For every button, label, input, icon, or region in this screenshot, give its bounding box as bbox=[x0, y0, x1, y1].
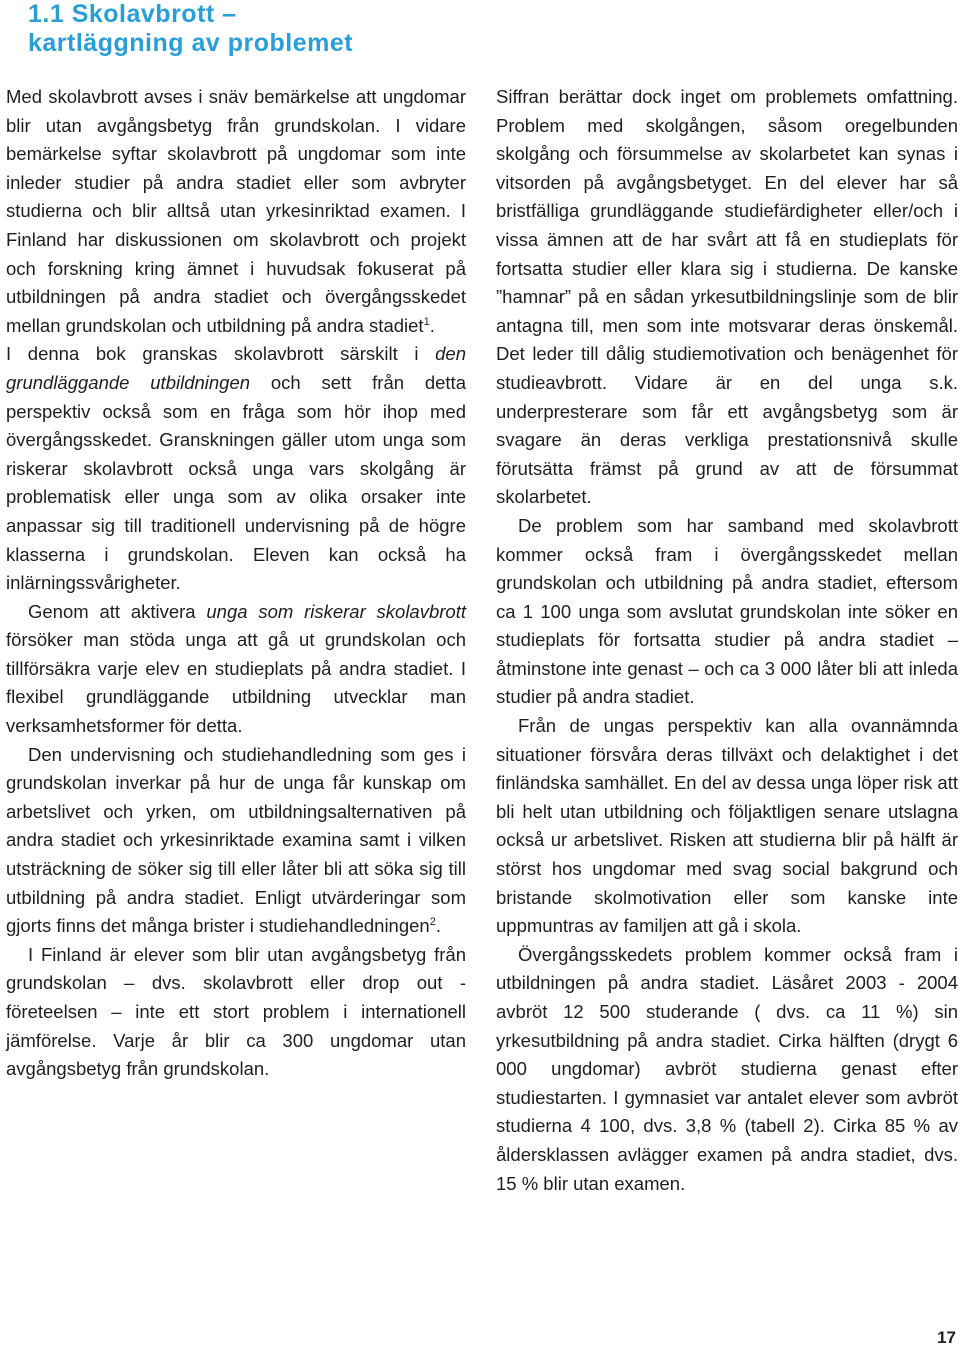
left-column bbox=[6, 83, 466, 1084]
section-heading-line-1: 1.1 Skolavbrott – bbox=[28, 0, 237, 28]
paragraph-book-scope bbox=[6, 340, 466, 597]
paragraph-text: Den undervisning och studiehandledning som ges i grundskolan inverkar på hur de unga får kunskap om arbetslivet och yrken, om utbildningsalternativen på andra stadiet och yrkesinriktade examina samt i vilken utsträckning de söker sig till eller låter bli att söka sig till utbildning på andra stadiet. Enligt utvärderingar som gjorts finns det många brister i studiehandledningen bbox=[6, 743, 466, 937]
paragraph-secondary-dropout: Övergångsskedets problem kommer också fram i utbildningen på andra stadiet. Läsåret 2003 - 2004 avbröt 12 500 studerande ( dvs. ca 11 %) sin yrkesutbildning på andra stadiet. Cirka hälften (drygt 6 000 ungdomar) avbröt studierna genast efter studiestarten. I gymnasiet var antalet elever som avbröt studierna 4 100, dvs. 3,8 % (tabell 2). Cirka 85 % av åldersklassen avlägger examen på andra stadiet, dvs. 15 % blir utan examen. bbox=[496, 943, 958, 1194]
emphasis-text: den grundläggande utbildningen bbox=[6, 343, 466, 393]
paragraph-activation bbox=[6, 598, 466, 741]
paragraph-youth-perspective: Från de ungas perspektiv kan alla ovannämnda situationer försvåra deras tillväxt och delaktighet i det finländska samhället. En del av dessa unga löper risk att bli helt utan utbildning och följaktligen senare utslagna också ur arbetslivet. Risken att studierna blir på hälft är störst hos ungdomar med svag social bakgrund och bristande skolmotivation eller som kanske inte uppmuntras av familjen att gå i skola. bbox=[496, 715, 958, 937]
punctuation: . bbox=[429, 314, 435, 336]
paragraph-transition-problems: De problem som har samband med skolavbrott kommer också fram i övergångsskedet mellan grundskolan och utbildning på andra stadiet, eftersom ca 1 100 unga som avslutat grundskolan inte söker en studieplats för fortsatta studier på andra stadiet – åtminstone inte genast – och ca 3 000 låter bli att inleda studier på andra stadiet. bbox=[496, 514, 958, 708]
paragraph-text: I denna bok granskas skolavbrott särskilt i bbox=[6, 343, 436, 365]
footnote-ref-2: 2 bbox=[429, 916, 436, 929]
emphasis-text: unga som riskerar skolavbrott bbox=[206, 600, 466, 622]
footnote-ref-1: 1 bbox=[423, 315, 430, 328]
paragraph-guidance bbox=[6, 741, 466, 941]
page-number: 17 bbox=[937, 1328, 956, 1347]
punctuation: . bbox=[435, 915, 441, 937]
paragraph-finland: I Finland är elever som blir utan avgångsbetyg från grundskolan – dvs. skolavbrott eller drop out -företeelsen – inte ett stort problem i internationell jämförelse. Varje år blir ca 300 ungdomar utan avgångsbetyg från grundskolan. bbox=[6, 943, 466, 1080]
section-heading bbox=[28, 0, 353, 58]
paragraph-definition bbox=[6, 83, 466, 340]
section-heading-line-2: kartläggning av problemet bbox=[28, 29, 354, 57]
paragraph-text: Genom att aktivera bbox=[28, 600, 207, 622]
paragraph-text: och sett från detta perspektiv också som en fråga som hör ihop med övergångsskedet. Granskningen gäller utom unga som riskerar skolavbrott också unga vars skolgång är problematisk eller unga som av olika orsaker inte anpassar sig till traditionell undervisning på de högre klasserna i grundskolan. Eleven kan också ha inlärningssvårigheter. bbox=[6, 371, 466, 594]
paragraph-text: Med skolavbrott avses i snäv bemärkelse att ungdomar blir utan avgångsbetyg från grundskolan. I vidare bemärkelse syftar skolavbrott på ungdomar som inte inleder studier på andra stadiet eller som avbryter studierna och blir alltså utan yrkesinriktad examen. I Finland har diskussionen om skolavbrott och projekt och forskning kring ämnet i huvudsak fokuserat på utbildningen på andra stadiet och övergångsskedet mellan grundskolan och utbildning på andra stadiet bbox=[6, 86, 466, 336]
paragraph-text: försöker man stöda unga att gå ut grundskolan och tillförsäkra varje elev en studieplats på andra stadiet. I flexibel grundläggande utbildning utvecklar man verksamhetsformer för detta. bbox=[6, 629, 466, 737]
right-column bbox=[496, 83, 958, 1198]
paragraph-scope-of-problem: Siffran berättar dock inget om problemets omfattning. Problem med skolgången, såsom oregelbunden skolgång och försummelse av skolarbetet kan synas i vitsorden på avgångsbetyget. En del elever har så bristfälliga grundläggande studiefärdigheter eller/och i vissa ämnen att de har svårt att få en studieplats för fortsatta studier eller klara sig i studierna. De kanske ”hamnar” på en sådan yrkesutbildningslinje som de blir antagna till, men som inte motsvarar deras önskemål. Det leder till dålig studiemotivation och benägenhet för studieavbrott. Vidare är en del unga s.k. underpresterare som får ett avgångsbetyg som är svagare än deras verkliga prestationsnivå skulle förutsätta främst på grund av att de försummat skolarbetet. bbox=[496, 86, 958, 508]
